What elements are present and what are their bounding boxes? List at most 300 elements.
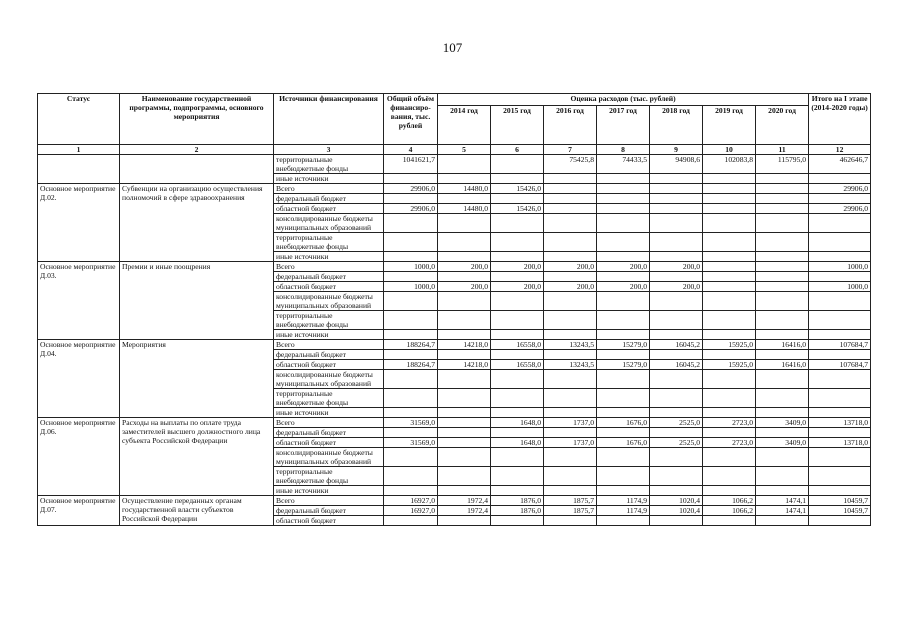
year-value-cell — [597, 467, 650, 486]
header-source: Источники финансирования — [274, 94, 384, 145]
stage-total-cell — [809, 233, 871, 252]
year-value-cell — [544, 330, 597, 340]
year-value-cell — [491, 408, 544, 418]
source-cell: территориальные внебюджетные фонды — [274, 467, 384, 486]
stage-total-cell — [809, 516, 871, 526]
year-value-cell — [703, 292, 756, 311]
year-value-cell — [597, 389, 650, 408]
year-value-cell — [703, 194, 756, 204]
year-value-cell — [491, 370, 544, 389]
stage-total-cell — [809, 311, 871, 330]
year-value-cell — [756, 252, 809, 262]
year-value-cell — [756, 194, 809, 204]
total-cell: 188264,7 — [384, 360, 438, 370]
source-cell: Всего — [274, 418, 384, 428]
year-value-cell: 15426,0 — [491, 184, 544, 194]
column-index: 2 — [120, 145, 274, 155]
year-value-cell — [597, 174, 650, 184]
year-value-cell — [438, 233, 491, 252]
year-value-cell — [544, 204, 597, 214]
stage-total-cell — [809, 486, 871, 496]
year-value-cell — [544, 252, 597, 262]
year-value-cell — [756, 292, 809, 311]
year-value-cell — [703, 233, 756, 252]
source-cell: федеральный бюджет — [274, 350, 384, 360]
year-value-cell — [756, 262, 809, 272]
header-year: 2019 год — [703, 106, 756, 145]
source-cell: областной бюджет — [274, 360, 384, 370]
status-cell: Основное мероприятие Д.04. — [38, 340, 120, 418]
stage-total-cell — [809, 292, 871, 311]
column-index: 12 — [809, 145, 871, 155]
total-cell: 188264,7 — [384, 340, 438, 350]
year-value-cell: 1972,4 — [438, 506, 491, 516]
year-value-cell — [756, 282, 809, 292]
total-cell: 29906,0 — [384, 204, 438, 214]
year-value-cell — [438, 194, 491, 204]
year-value-cell: 3409,0 — [756, 438, 809, 448]
year-value-cell — [756, 486, 809, 496]
year-value-cell — [650, 311, 703, 330]
year-value-cell — [438, 292, 491, 311]
year-value-cell — [491, 233, 544, 252]
year-value-cell — [703, 262, 756, 272]
total-cell — [384, 408, 438, 418]
year-value-cell: 1066,2 — [703, 496, 756, 506]
year-value-cell — [650, 516, 703, 526]
total-cell — [384, 350, 438, 360]
year-value-cell: 2723,0 — [703, 438, 756, 448]
year-value-cell — [756, 389, 809, 408]
column-index: 6 — [491, 145, 544, 155]
source-cell: федеральный бюджет — [274, 194, 384, 204]
year-value-cell — [703, 350, 756, 360]
total-cell — [384, 389, 438, 408]
year-value-cell — [650, 214, 703, 233]
year-value-cell — [544, 389, 597, 408]
year-value-cell: 13243,5 — [544, 340, 597, 350]
year-value-cell — [597, 408, 650, 418]
column-index: 11 — [756, 145, 809, 155]
total-cell — [384, 467, 438, 486]
year-value-cell — [756, 233, 809, 252]
total-cell — [384, 252, 438, 262]
year-value-cell: 200,0 — [438, 282, 491, 292]
header-year: 2014 год — [438, 106, 491, 145]
year-value-cell: 94908,6 — [650, 155, 703, 174]
header-name: Наименование государственной программы, подпрограммы, основного мероприятия — [120, 94, 274, 145]
year-value-cell: 2723,0 — [703, 418, 756, 428]
year-value-cell: 16558,0 — [491, 340, 544, 350]
year-value-cell — [438, 516, 491, 526]
year-value-cell — [438, 272, 491, 282]
total-cell: 1000,0 — [384, 282, 438, 292]
source-cell: иные источники — [274, 486, 384, 496]
source-cell: консолидированные бюджеты муниципальных образований — [274, 448, 384, 467]
year-value-cell — [491, 272, 544, 282]
column-index: 4 — [384, 145, 438, 155]
year-value-cell: 200,0 — [597, 282, 650, 292]
year-value-cell — [756, 428, 809, 438]
source-cell: консолидированные бюджеты муниципальных образований — [274, 370, 384, 389]
stage-total-cell: 462646,7 — [809, 155, 871, 174]
header-total: Общий объём финансиро-вания, тыс. рублей — [384, 94, 438, 145]
total-cell: 16927,0 — [384, 496, 438, 506]
stage-total-cell: 1000,0 — [809, 282, 871, 292]
year-value-cell — [544, 467, 597, 486]
total-cell — [384, 174, 438, 184]
year-value-cell — [650, 272, 703, 282]
status-cell: Основное мероприятие Д.02. — [38, 184, 120, 262]
header-stage-total: Итого на I этапе (2014-2020 годы) — [809, 94, 871, 145]
year-value-cell — [650, 370, 703, 389]
source-cell: областной бюджет — [274, 204, 384, 214]
year-value-cell — [438, 350, 491, 360]
stage-total-cell: 29906,0 — [809, 184, 871, 194]
column-index: 9 — [650, 145, 703, 155]
year-value-cell — [650, 448, 703, 467]
stage-total-cell — [809, 330, 871, 340]
year-value-cell: 1174,9 — [597, 506, 650, 516]
year-value-cell — [597, 292, 650, 311]
source-cell: Всего — [274, 262, 384, 272]
year-value-cell — [756, 408, 809, 418]
stage-total-cell: 10459,7 — [809, 506, 871, 516]
year-value-cell — [597, 233, 650, 252]
year-value-cell — [491, 155, 544, 174]
name-cell — [120, 155, 274, 184]
total-cell: 1041621,7 — [384, 155, 438, 174]
year-value-cell — [491, 350, 544, 360]
year-value-cell: 1972,4 — [438, 496, 491, 506]
year-value-cell — [703, 516, 756, 526]
year-value-cell — [756, 204, 809, 214]
total-cell — [384, 448, 438, 467]
year-value-cell — [491, 292, 544, 311]
year-value-cell: 15925,0 — [703, 340, 756, 350]
year-value-cell — [703, 174, 756, 184]
year-value-cell — [650, 233, 703, 252]
name-cell: Субвенции на организацию осуществления полномочий в сфере здравоохранения — [120, 184, 274, 262]
table-row — [38, 340, 871, 350]
year-value-cell — [597, 370, 650, 389]
year-value-cell: 15426,0 — [491, 204, 544, 214]
table-row — [38, 418, 871, 428]
year-value-cell — [544, 370, 597, 389]
stage-total-cell: 107684,7 — [809, 360, 871, 370]
year-value-cell — [650, 350, 703, 360]
year-value-cell — [756, 350, 809, 360]
stage-total-cell — [809, 214, 871, 233]
stage-total-cell — [809, 174, 871, 184]
year-value-cell — [491, 174, 544, 184]
year-value-cell — [703, 467, 756, 486]
total-cell — [384, 486, 438, 496]
year-value-cell — [544, 408, 597, 418]
year-value-cell: 75425,8 — [544, 155, 597, 174]
year-value-cell — [650, 292, 703, 311]
source-cell: областной бюджет — [274, 282, 384, 292]
year-value-cell — [544, 233, 597, 252]
year-value-cell — [703, 370, 756, 389]
year-value-cell: 15279,0 — [597, 360, 650, 370]
stage-total-cell — [809, 370, 871, 389]
year-value-cell — [438, 155, 491, 174]
year-value-cell — [703, 330, 756, 340]
year-value-cell — [703, 311, 756, 330]
year-value-cell: 1648,0 — [491, 418, 544, 428]
source-cell: территориальные внебюджетные фонды — [274, 233, 384, 252]
total-cell — [384, 516, 438, 526]
total-cell: 31569,0 — [384, 438, 438, 448]
source-cell: федеральный бюджет — [274, 428, 384, 438]
year-value-cell — [491, 252, 544, 262]
year-value-cell — [491, 486, 544, 496]
source-cell: иные источники — [274, 174, 384, 184]
year-value-cell: 16045,2 — [650, 340, 703, 350]
year-value-cell — [597, 184, 650, 194]
table-row — [38, 155, 871, 174]
column-index: 8 — [597, 145, 650, 155]
status-cell — [38, 155, 120, 184]
status-cell: Основное мероприятие Д.07. — [38, 496, 120, 526]
header-year: 2015 год — [491, 106, 544, 145]
year-value-cell: 1020,4 — [650, 506, 703, 516]
year-value-cell — [438, 448, 491, 467]
year-value-cell: 1474,1 — [756, 506, 809, 516]
year-value-cell — [703, 486, 756, 496]
year-value-cell: 1876,0 — [491, 506, 544, 516]
year-value-cell — [491, 389, 544, 408]
name-cell: Премии и иные поощрения — [120, 262, 274, 340]
year-value-cell — [491, 448, 544, 467]
stage-total-cell — [809, 350, 871, 360]
year-value-cell: 1737,0 — [544, 418, 597, 428]
stage-total-cell: 13718,0 — [809, 438, 871, 448]
source-cell: консолидированные бюджеты муниципальных образований — [274, 292, 384, 311]
status-cell: Основное мероприятие Д.03. — [38, 262, 120, 340]
year-value-cell: 16045,2 — [650, 360, 703, 370]
year-value-cell — [438, 311, 491, 330]
year-value-cell — [650, 330, 703, 340]
source-cell: иные источники — [274, 252, 384, 262]
year-value-cell — [597, 311, 650, 330]
year-value-cell — [650, 194, 703, 204]
year-value-cell — [650, 389, 703, 408]
year-value-cell — [491, 428, 544, 438]
total-cell — [384, 311, 438, 330]
year-value-cell — [597, 330, 650, 340]
column-index: 5 — [438, 145, 491, 155]
stage-total-cell: 13718,0 — [809, 418, 871, 428]
year-value-cell — [544, 428, 597, 438]
source-cell: федеральный бюджет — [274, 272, 384, 282]
stage-total-cell — [809, 389, 871, 408]
year-value-cell — [650, 467, 703, 486]
source-cell: консолидированные бюджеты муниципальных образований — [274, 214, 384, 233]
source-cell: территориальные внебюджетные фонды — [274, 311, 384, 330]
year-value-cell — [703, 184, 756, 194]
stage-total-cell: 10459,7 — [809, 496, 871, 506]
source-cell: иные источники — [274, 330, 384, 340]
year-value-cell: 14218,0 — [438, 340, 491, 350]
year-value-cell — [491, 330, 544, 340]
year-value-cell — [438, 438, 491, 448]
source-cell: Всего — [274, 496, 384, 506]
year-value-cell — [756, 311, 809, 330]
table-row — [38, 496, 871, 506]
page-number: 107 — [442, 40, 463, 55]
year-value-cell — [438, 252, 491, 262]
year-value-cell — [491, 467, 544, 486]
year-value-cell: 115795,0 — [756, 155, 809, 174]
year-value-cell — [703, 448, 756, 467]
year-value-cell: 200,0 — [491, 262, 544, 272]
source-cell: Всего — [274, 184, 384, 194]
total-cell: 1000,0 — [384, 262, 438, 272]
year-value-cell: 200,0 — [544, 282, 597, 292]
year-value-cell — [756, 516, 809, 526]
year-value-cell — [756, 272, 809, 282]
year-value-cell — [438, 174, 491, 184]
source-cell: областной бюджет — [274, 438, 384, 448]
stage-total-cell — [809, 272, 871, 282]
stage-total-cell — [809, 252, 871, 262]
year-value-cell — [544, 184, 597, 194]
year-value-cell — [597, 214, 650, 233]
year-value-cell: 14218,0 — [438, 360, 491, 370]
year-value-cell — [756, 370, 809, 389]
total-cell — [384, 194, 438, 204]
year-value-cell — [597, 350, 650, 360]
year-value-cell: 200,0 — [650, 262, 703, 272]
source-cell: областной бюджет — [274, 516, 384, 526]
year-value-cell — [597, 448, 650, 467]
year-value-cell — [703, 428, 756, 438]
source-cell: иные источники — [274, 408, 384, 418]
year-value-cell: 16558,0 — [491, 360, 544, 370]
year-value-cell: 16416,0 — [756, 360, 809, 370]
name-cell: Осуществление переданных органам государственной власти субъектов Российской Федерации — [120, 496, 274, 526]
year-value-cell — [597, 486, 650, 496]
year-value-cell — [597, 516, 650, 526]
year-value-cell — [544, 311, 597, 330]
year-value-cell: 1676,0 — [597, 438, 650, 448]
year-value-cell — [703, 408, 756, 418]
source-cell: территориальные внебюджетные фонды — [274, 389, 384, 408]
total-cell — [384, 214, 438, 233]
header-status: Статус — [38, 94, 120, 145]
year-value-cell: 14480,0 — [438, 184, 491, 194]
stage-total-cell: 107684,7 — [809, 340, 871, 350]
year-value-cell — [438, 214, 491, 233]
year-value-cell — [544, 486, 597, 496]
year-value-cell: 1676,0 — [597, 418, 650, 428]
year-value-cell — [544, 194, 597, 204]
source-cell: Всего — [274, 340, 384, 350]
total-cell: 16927,0 — [384, 506, 438, 516]
year-value-cell: 15279,0 — [597, 340, 650, 350]
year-value-cell: 3409,0 — [756, 418, 809, 428]
column-index: 3 — [274, 145, 384, 155]
header-estimate: Оценка расходов (тыс. рублей) — [438, 94, 809, 106]
year-value-cell — [438, 330, 491, 340]
year-value-cell: 13243,5 — [544, 360, 597, 370]
year-value-cell — [756, 174, 809, 184]
year-value-cell — [438, 370, 491, 389]
total-cell — [384, 370, 438, 389]
name-cell: Мероприятия — [120, 340, 274, 418]
year-value-cell — [650, 428, 703, 438]
year-value-cell — [544, 350, 597, 360]
year-value-cell: 200,0 — [544, 262, 597, 272]
year-value-cell: 200,0 — [491, 282, 544, 292]
source-cell: федеральный бюджет — [274, 506, 384, 516]
year-value-cell — [650, 184, 703, 194]
year-value-cell — [650, 252, 703, 262]
year-value-cell — [703, 214, 756, 233]
year-value-cell — [650, 408, 703, 418]
stage-total-cell — [809, 408, 871, 418]
year-value-cell — [756, 330, 809, 340]
year-value-cell: 200,0 — [438, 262, 491, 272]
year-value-cell — [756, 214, 809, 233]
year-value-cell — [438, 418, 491, 428]
year-value-cell — [491, 311, 544, 330]
year-value-cell — [438, 467, 491, 486]
budget-table — [37, 93, 871, 526]
header-year: 2016 год — [544, 106, 597, 145]
header-index-row — [38, 145, 871, 155]
stage-total-cell — [809, 194, 871, 204]
year-value-cell: 1875,7 — [544, 506, 597, 516]
year-value-cell — [544, 174, 597, 184]
stage-total-cell: 29906,0 — [809, 204, 871, 214]
year-value-cell — [756, 184, 809, 194]
year-value-cell — [491, 194, 544, 204]
year-value-cell: 2525,0 — [650, 418, 703, 428]
year-value-cell — [544, 272, 597, 282]
stage-total-cell — [809, 448, 871, 467]
year-value-cell: 1876,0 — [491, 496, 544, 506]
column-index: 10 — [703, 145, 756, 155]
year-value-cell: 1020,4 — [650, 496, 703, 506]
column-index: 1 — [38, 145, 120, 155]
total-cell: 31569,0 — [384, 418, 438, 428]
stage-total-cell: 1000,0 — [809, 262, 871, 272]
year-value-cell — [544, 292, 597, 311]
header-year: 2017 год — [597, 106, 650, 145]
year-value-cell — [703, 282, 756, 292]
year-value-cell — [597, 428, 650, 438]
year-value-cell: 15925,0 — [703, 360, 756, 370]
year-value-cell: 1737,0 — [544, 438, 597, 448]
status-cell: Основное мероприятие Д.06. — [38, 418, 120, 496]
year-value-cell — [597, 194, 650, 204]
total-cell — [384, 233, 438, 252]
year-value-cell — [756, 467, 809, 486]
year-value-cell — [703, 389, 756, 408]
year-value-cell — [438, 486, 491, 496]
year-value-cell — [597, 252, 650, 262]
year-value-cell: 14480,0 — [438, 204, 491, 214]
total-cell — [384, 292, 438, 311]
year-value-cell: 102083,8 — [703, 155, 756, 174]
year-value-cell: 74433,5 — [597, 155, 650, 174]
year-value-cell — [491, 214, 544, 233]
year-value-cell — [438, 428, 491, 438]
year-value-cell — [491, 516, 544, 526]
